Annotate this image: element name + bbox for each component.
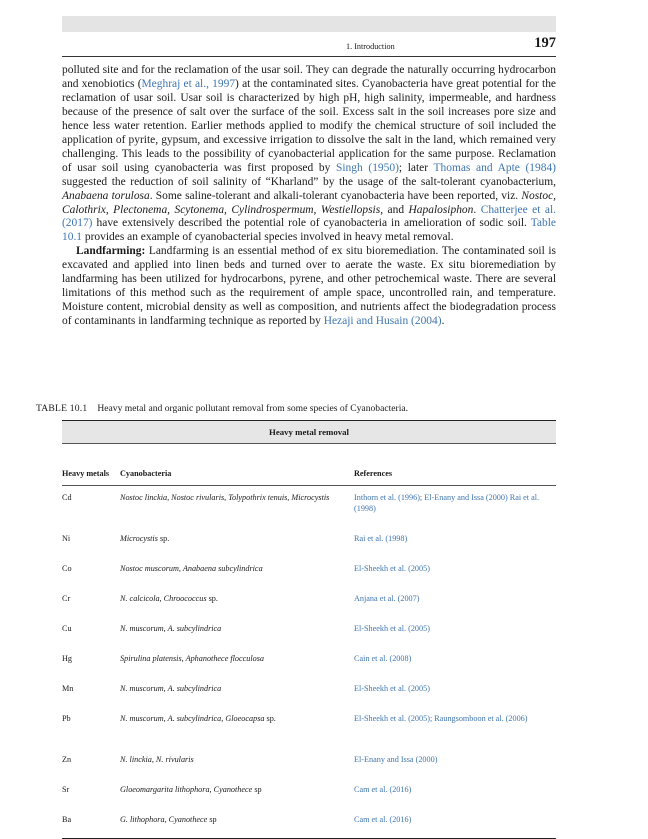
text-run: provides an example of cyanobacterial species involved in heavy metal removal.: [82, 231, 454, 244]
column-header-references: References: [354, 444, 556, 486]
cell-species: [120, 647, 354, 677]
cell-references[interactable]: Inthorn et al. (1996); El-Enany and Issa (2000) Rai et al. (1998): [354, 493, 540, 513]
cell-metal: Cd: [62, 493, 72, 502]
cell-references[interactable]: Cam et al. (2016): [354, 808, 556, 839]
table-row: [62, 527, 556, 557]
cell-metal: Cr: [62, 594, 71, 603]
column-header-metals: Heavy metals: [62, 444, 120, 486]
species-suffix: sp: [252, 785, 262, 794]
table-row: [62, 808, 556, 839]
text-run: suggested the reduction of soil salinity of “Kharland” by the usage of the salt-tolerant cyanobacterium,: [62, 175, 556, 188]
table-body: [62, 486, 556, 839]
heavy-metal-table: [62, 420, 556, 839]
species-suffix: sp.: [157, 534, 170, 543]
species-name: Nostoc, Calothrix, Plectonema, Scytonema, Cylindrospermum, Westiellopsis: [62, 189, 557, 216]
group-header-cell: Heavy metal removal: [62, 421, 556, 444]
cell-metal: Sr: [62, 785, 70, 794]
cell-species: [120, 486, 354, 528]
text-run: .: [473, 203, 481, 216]
table-row: [62, 677, 556, 707]
citation-link-meghraj[interactable]: Meghraj et al., 1997: [141, 77, 236, 90]
cell-species: [120, 527, 354, 557]
species-name: Nostoc linckia, Nostoc rivularis, Tolypothrix tenuis, Microcystis: [120, 493, 330, 502]
species-suffix: sp.: [206, 594, 218, 603]
text-run: . Some saline-tolerant and alkali-tolerant cyanobacteria have been reported, viz.: [149, 189, 522, 202]
cell-metal: Zn: [62, 755, 72, 764]
species-name: N. calcicola, Chroococcus: [120, 594, 207, 603]
species-name: Gloeomargarita lithophora, Cyanothece: [120, 785, 253, 794]
cell-metal: Cu: [62, 624, 72, 633]
cell-species: [120, 707, 354, 748]
table-row: [62, 778, 556, 808]
table-row: [62, 557, 556, 587]
header-bar: [62, 16, 556, 32]
cell-references[interactable]: Rai et al. (1998): [354, 534, 408, 543]
section-title: 1. Introduction: [346, 42, 395, 51]
paragraph-landfarming: [62, 245, 556, 329]
paragraph-usar-soil: [62, 64, 556, 245]
table-row: [62, 707, 556, 748]
table-column-headers: [62, 444, 556, 486]
table-label: TABLE 10.1: [36, 403, 88, 414]
text-run: ; later: [398, 161, 434, 174]
citation-link-thomas-apte[interactable]: Thomas and Apte (1984): [433, 161, 556, 174]
text-run: ) at the contaminated sites. Cyanobacteria have great potential for the reclamation of usar soil. Usar soil is characterized by high pH, high salinity, impermeable, and hardness because of the presence of salt over the surface of the soil. Excess salt in the soil increases pore size and hence less water retention. Earlier methods applied to modify the chemical structure of soil included the application of pyrite, gypsum, and excessive irrigation to dissolve the salt in the land, which remained very challenging. This leads to the possibility of cyanobacterial application for the same purpose. Reclamation of usar soil using cyanobacteria was first proposed by: [62, 77, 556, 174]
cell-metal: Hg: [62, 654, 73, 663]
species-name: Spirulina platensis, Aphanothece flocculosa: [120, 654, 265, 663]
cell-references[interactable]: El-Sheekh et al. (2005): [354, 624, 430, 633]
cell-metal: Mn: [62, 684, 74, 693]
cell-metal: Co: [62, 564, 72, 573]
cell-references[interactable]: El-Sheekh et al. (2005); Raungsomboon et al. (2006): [354, 714, 528, 723]
cell-references[interactable]: Anjana et al. (2007): [354, 594, 420, 603]
cell-references[interactable]: Cain et al. (2008): [354, 654, 412, 663]
species-name: Microcystis: [120, 534, 158, 543]
cell-metal: Pb: [62, 714, 71, 723]
species-name: Nostoc muscorum, Anabaena subcylindrica: [120, 564, 263, 573]
cell-metal: Ni: [62, 534, 71, 543]
cell-species: [120, 617, 354, 647]
table-row: [62, 647, 556, 677]
table-caption: [36, 403, 408, 414]
species-name: N. muscorum, A. subcylindrica: [120, 684, 222, 693]
page-number: 197: [534, 35, 556, 51]
cell-species: [120, 778, 354, 808]
cell-species: [120, 587, 354, 617]
citation-link-singh[interactable]: Singh (1950): [336, 161, 399, 174]
cell-species: [120, 748, 354, 778]
body-text: [62, 64, 556, 329]
table-row: [62, 486, 556, 528]
paragraph-lead: Landfarming:: [76, 245, 146, 258]
cell-references[interactable]: El-Sheekh et al. (2005): [354, 564, 430, 573]
cell-species: [120, 557, 354, 587]
text-run: , and: [380, 203, 409, 216]
table-row: [62, 617, 556, 647]
cell-references[interactable]: Cam et al. (2016): [354, 785, 412, 794]
running-head: [62, 36, 556, 57]
species-name: N. muscorum, A. subcylindrica, Gloeocapsa: [120, 714, 265, 723]
column-header-cyanobacteria: Cyanobacteria: [120, 444, 354, 486]
caption-text: Heavy metal and organic pollutant removal from some species of Cyanobacteria.: [97, 403, 409, 414]
table-row: [62, 587, 556, 617]
table-link[interactable]: Table 10.1: [62, 217, 556, 244]
cell-references[interactable]: El-Enany and Issa (2000): [354, 755, 438, 764]
species-name: G. lithophora, Cyanothece: [120, 815, 208, 824]
cell-metal: Ba: [62, 808, 120, 839]
text-run: polluted site and for the reclamation of the usar soil. They can degrade the naturally occurring hydrocarbon and xenobiotics (: [62, 64, 556, 90]
text-run: have extensively described the potential role of cyanobacteria in amelioration of sodic soil.: [92, 217, 531, 230]
citation-link-hezaji[interactable]: Hezaji and Husain (2004): [323, 315, 442, 328]
species-name: Hapalosiphon: [408, 203, 474, 216]
cell-references[interactable]: El-Sheekh et al. (2005): [354, 684, 430, 693]
citation-link-chatterjee[interactable]: Chatterjee et al. (2017): [62, 203, 557, 230]
species-name: N. muscorum, A. subcylindrica: [120, 624, 222, 633]
cell-species: [120, 808, 354, 839]
species-name: N. linckia, N. rivularis: [120, 755, 194, 764]
cell-species: [120, 677, 354, 707]
table-group-header: [62, 421, 556, 444]
table-row: [62, 748, 556, 778]
species-name: Anabaena torulosa: [62, 189, 150, 202]
species-suffix: sp.: [264, 714, 276, 723]
text-run: Landfarming is an essential method of ex situ bioremediation. The contaminated soil is excavated and applied into linen beds and turned over to aerate the waste. Ex situ bioremediation by landfarming has been utilized for hydrocarbons, pyrene, and other petrochemical waste. There are several limitations of this method such as the requirement of ample space, uncontrolled rain, and temperature. Moisture content, microbial density as well as composition, and nutrients affect the biodegradation process of contaminants in landfarming technique as reported by: [62, 245, 556, 328]
text-run: .: [441, 315, 445, 328]
species-suffix: sp: [207, 815, 217, 824]
